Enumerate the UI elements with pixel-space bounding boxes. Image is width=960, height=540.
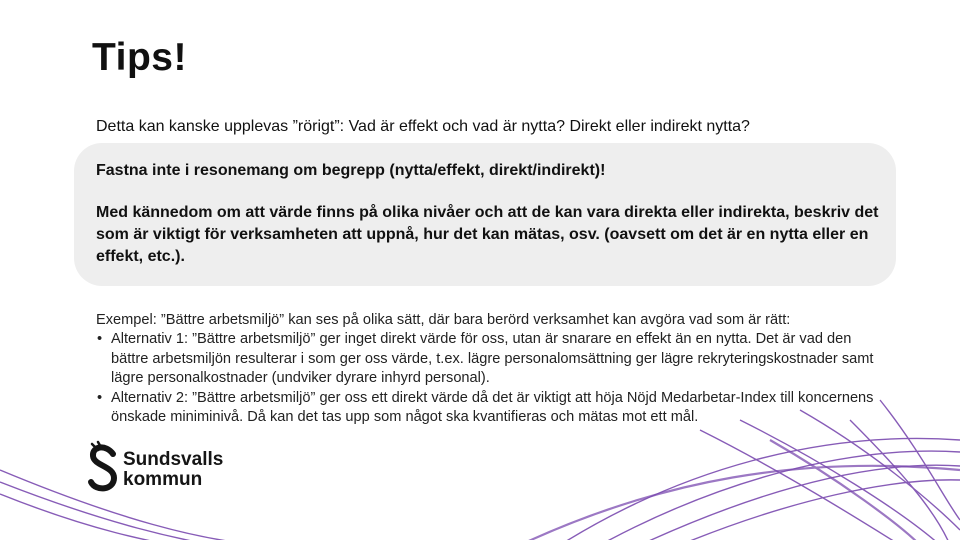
highlight-heading: Fastna inte i resonemang om begrepp (nytta/effekt, direkt/indirekt)! [96,162,606,179]
intro-text: Detta kan kanske upplevas ”rörigt”: Vad är effekt och vad är nytta? Direkt eller indirekt nytta? [96,118,750,135]
list-item: • Alternativ 1: ”Bättre arbetsmiljö” ger inget direkt värde för oss, utan är snarare en effekt än en nytta. Det är vad den bättre arbetsmiljön resulterar i som ger oss värde, t.ex. lägre personalomsättning ger lägre rekryteringskostnader samt lägre personalkostnader (undviker dyrare inhyrd personal). [96,330,876,388]
example-list [96,330,876,427]
slide-title: Tips! [92,36,187,79]
sundsvall-emblem-icon [86,440,120,496]
logo-line-2: kommun [123,469,203,490]
highlight-body: Med kännedom om att värde finns på olika nivåer och att de kan vara direkta eller indirekta, beskriv det som är viktigt för verksamheten att uppnå, hur det kan mätas, osv. (oavsett om det är en nytta eller en effekt, etc.). [96,204,879,265]
highlight-box [74,143,896,286]
logo-line-1: Sundsvalls [123,449,224,470]
list-item: • Alternativ 2: ”Bättre arbetsmiljö” ger oss ett direkt värde då det är viktigt att höja Nöjd Medarbetar-Index till koncernens önskade miniminivå. Då kan det tas upp som något ska kvantifieras och mätas mot ett mål. [96,389,876,428]
example-section [96,311,876,427]
example-lead: Exempel: ”Bättre arbetsmiljö” kan ses på olika sätt, där bara berörd verksamhet kan avgöra vad som är rätt: [96,312,791,328]
sundsvalls-kommun-logo [86,440,236,496]
